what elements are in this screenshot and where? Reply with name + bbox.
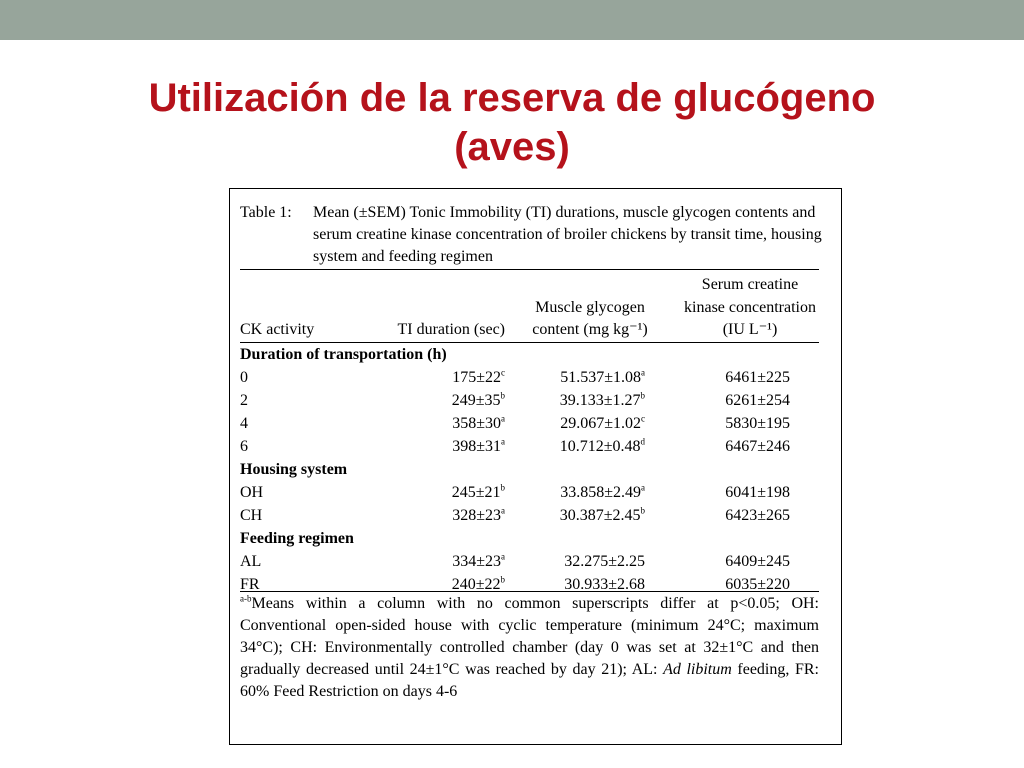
- header-ti-duration: TI duration (sec): [397, 321, 505, 338]
- ck-value: 6461±225: [725, 369, 790, 386]
- header-ck-line-2: kinase concentration: [684, 299, 816, 316]
- ti-value: $245\pm 21^b$: [451, 482, 505, 501]
- glycogen-value: 33.858±2.49$^a$: [560, 482, 645, 501]
- glycogen-value: 30.933±2.68: [564, 576, 645, 593]
- table-caption-text: Mean (±SEM) Tonic Immobility (TI) durations, muscle glycogen contents and serum creatine kinase concentration of broiler chickens by transit time, housing system and feeding regimen: [313, 204, 822, 265]
- footnote-italic: Ad libitum: [663, 661, 732, 678]
- header-glycogen-line-2: content (mg kg⁻¹): [532, 321, 648, 338]
- ck-value: 6035±220: [725, 576, 790, 593]
- ck-value: 6409±245: [725, 553, 790, 570]
- row-label: OH: [240, 484, 264, 501]
- ck-value: 6041±198: [725, 484, 790, 501]
- glycogen-value: 30.387±2.45$^b$: [559, 505, 645, 524]
- ck-value: 6423±265: [725, 507, 790, 524]
- ck-value: 6467±246: [725, 438, 790, 455]
- table-label: Table 1:: [240, 204, 292, 221]
- rule-bottom: [240, 591, 819, 592]
- row-label: 0: [240, 369, 248, 386]
- row-label: 6: [240, 438, 248, 455]
- header-ck-line-3: (IU L⁻¹): [722, 321, 778, 338]
- section-title: Housing system: [240, 461, 348, 478]
- section-title: Duration of transportation (h): [240, 346, 447, 363]
- ti-value: $249\pm 35^b$: [451, 390, 505, 409]
- footnote-superscript: a-b: [240, 593, 252, 604]
- row-label: AL: [240, 553, 262, 570]
- footnote-text-1: Means within a column with no common superscripts differ at p<0.05; OH: Conventional open-sided house with cyclic temperature (minimum 24°C; maximum 34°C); CH: Environmentally controlled chamber (day 0 was set at 32±1°C and then gradually decreased until 24±1°C was reached by day 21); AL:: [240, 595, 819, 678]
- ti-value: $334\pm 23^a$: [452, 551, 505, 570]
- ti-value: $175\pm 22^c$: [452, 367, 505, 386]
- slide-title: [60, 74, 964, 172]
- rule-header: [240, 342, 819, 343]
- ck-value: 5830±195: [725, 415, 790, 432]
- row-label: FR: [240, 576, 260, 593]
- footnote-text-2: feeding, FR: 60% Feed Restriction on days 4-6: [240, 661, 819, 700]
- glycogen-value: 10.712±0.48$^d$: [559, 436, 645, 455]
- rule-top: [240, 269, 819, 270]
- header-ck-line-1: Serum creatine: [701, 276, 799, 293]
- ck-value: 6261±254: [725, 392, 790, 409]
- ti-value: $358\pm 30^a$: [452, 413, 505, 432]
- row-label: 4: [240, 415, 248, 432]
- table-image: [229, 188, 842, 745]
- table-footnote: [240, 593, 819, 703]
- glycogen-value: 39.133±1.27$^b$: [559, 390, 645, 409]
- header-ck-activity: CK activity: [240, 321, 315, 338]
- row-label: CH: [240, 507, 263, 524]
- top-accent-bar: [0, 0, 1024, 40]
- row-label: 2: [240, 392, 248, 409]
- glycogen-value: 29.067±1.02$^c$: [560, 413, 645, 432]
- slide-title-line-2: (aves): [454, 125, 570, 169]
- glycogen-value: 51.537±1.08$^a$: [560, 367, 645, 386]
- ti-value: $240\pm 22^b$: [451, 574, 505, 593]
- glycogen-value: 32.275±2.25: [564, 553, 645, 570]
- section-title: Feeding regimen: [240, 530, 354, 547]
- ti-value: $398\pm 31^a$: [452, 436, 505, 455]
- header-glycogen-line-1: Muscle glycogen: [535, 299, 645, 316]
- ti-value: $328\pm 23^a$: [452, 505, 505, 524]
- slide-title-line-1: Utilización de la reserva de glucógeno: [148, 76, 876, 120]
